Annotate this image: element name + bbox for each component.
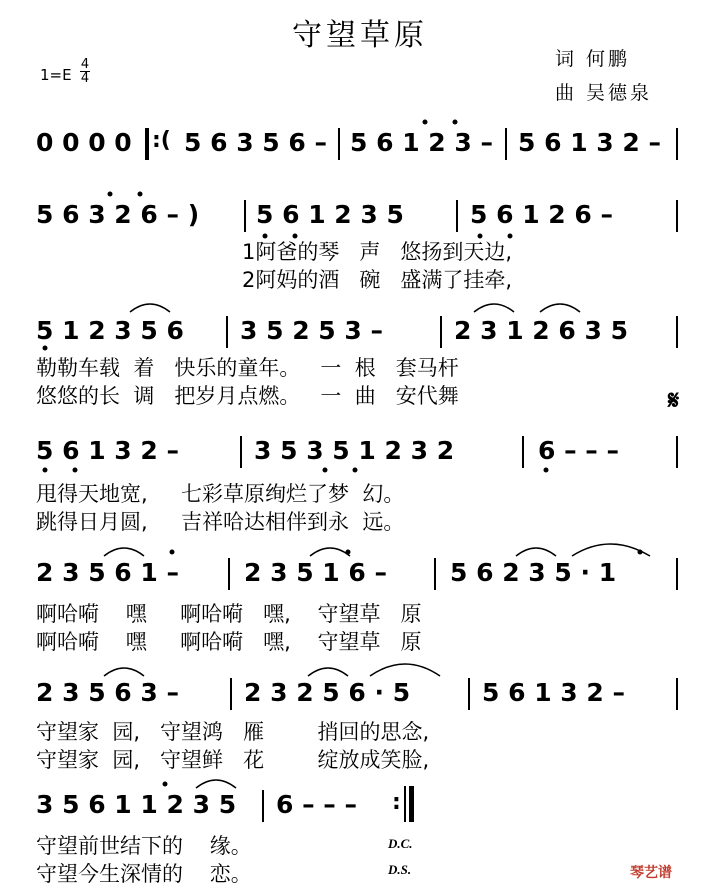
key-signature: 1=E bbox=[40, 66, 72, 84]
lyric-line: 甩得天地宽, 七彩草原绚烂了梦 幻。 bbox=[36, 482, 405, 506]
lyric-line: 啊哈嗬 嘿 啊哈嗬 嘿, 守望草 原 bbox=[36, 630, 422, 654]
measure-7-1: 3 5 6 1 1 2 3 5 bbox=[36, 790, 237, 819]
lyric-line: 2阿妈的酒 碗 盛满了挂牵, bbox=[242, 268, 513, 292]
barline bbox=[244, 200, 246, 232]
octave-dot bbox=[323, 468, 328, 473]
measure-6-1: 2 3 5 6 3 – bbox=[36, 678, 179, 707]
barline bbox=[676, 128, 678, 160]
barline bbox=[338, 128, 340, 160]
octave-dot bbox=[544, 468, 549, 473]
lyricist-credit: 词 何鹏 bbox=[555, 48, 631, 70]
lyric-line: 跳得日月圆, 吉祥哈达相伴到永 远。 bbox=[36, 510, 405, 534]
barline bbox=[434, 558, 436, 590]
octave-dot bbox=[346, 550, 351, 555]
barline bbox=[468, 678, 470, 710]
octave-dot bbox=[43, 468, 48, 473]
measure-2-2: 5 6 1 2 3 5 bbox=[256, 200, 404, 229]
octave-dot bbox=[163, 782, 168, 787]
song-title: 守望草原 bbox=[292, 18, 428, 53]
slur bbox=[310, 548, 350, 556]
barline bbox=[676, 316, 678, 348]
lyric-line: 守望家 园, 守望鸿 雁 捎回的思念, bbox=[36, 720, 430, 744]
measure-6-2: 2 3 2 5 6 · 5 bbox=[244, 678, 411, 707]
octave-dot bbox=[43, 346, 48, 351]
lyric-line: 守望家 园, 守望鲜 花 绽放成笑脸, bbox=[36, 748, 430, 772]
time-signature bbox=[80, 58, 90, 85]
slur bbox=[196, 780, 236, 788]
time-signature-top: 4 bbox=[80, 57, 90, 72]
barline bbox=[522, 436, 524, 468]
octave-dot bbox=[138, 192, 143, 197]
barline bbox=[226, 316, 228, 348]
barline bbox=[676, 436, 678, 468]
barline bbox=[456, 200, 458, 232]
slur bbox=[308, 668, 348, 676]
lyric-line: 啊哈嗬 嘿 啊哈嗬 嘿, 守望草 原 bbox=[36, 602, 422, 626]
slur bbox=[572, 544, 650, 556]
measure-6-3: 5 6 1 3 2 – bbox=[482, 678, 625, 707]
composer-credit: 曲 吴德泉 bbox=[555, 82, 653, 104]
rest-measure: 0 0 0 0 bbox=[36, 128, 132, 157]
measure-2-1: 5 6 3 2 6 – ) bbox=[36, 200, 200, 229]
barline bbox=[676, 678, 678, 710]
repeat-open: :( bbox=[152, 128, 171, 153]
barline bbox=[440, 316, 442, 348]
octave-dot bbox=[638, 550, 643, 555]
slur bbox=[104, 668, 144, 676]
measure-3-2: 3 5 2 5 3 – bbox=[240, 316, 383, 345]
lyric-line: 守望前世结下的 缘。 bbox=[36, 834, 252, 858]
barline bbox=[676, 200, 678, 232]
repeat-end-bar-thin bbox=[404, 786, 406, 822]
measure-5-2: 2 3 5 1 6 – bbox=[244, 558, 387, 587]
dc-marking: D.C. bbox=[388, 836, 413, 851]
measure-1-1: 5 6 3 5 6 – bbox=[184, 128, 327, 157]
slur bbox=[130, 304, 170, 312]
lyric-line: 守望今生深情的 恋。 bbox=[36, 862, 252, 886]
octave-dot bbox=[453, 120, 458, 125]
segno-sign: 𝄋 bbox=[668, 386, 680, 416]
octave-dot bbox=[108, 192, 113, 197]
octave-dot bbox=[170, 550, 175, 555]
measure-3-1: 5 1 2 3 5 6 bbox=[36, 316, 184, 345]
lyric-line: 勒勒车载 着 快乐的童年。 一 根 套马杆 bbox=[36, 356, 459, 380]
measure-5-3: 5 6 2 3 5 · 1 bbox=[450, 558, 617, 587]
measure-3-3: 2 3 1 2 6 3 5 bbox=[454, 316, 628, 345]
lyric-line: 悠悠的长 调 把岁月点燃。 一 曲 安代舞 bbox=[36, 384, 459, 408]
slur bbox=[370, 664, 440, 676]
barline bbox=[228, 558, 230, 590]
barline bbox=[262, 790, 264, 822]
measure-4-3: 6 – – – bbox=[538, 436, 620, 465]
repeat-start-bar bbox=[145, 128, 149, 160]
watermark-logo: 琴艺谱 bbox=[630, 865, 672, 881]
measure-5-1: 2 3 5 6 1 – bbox=[36, 558, 179, 587]
measure-2-3: 5 6 1 2 6 – bbox=[470, 200, 613, 229]
repeat-end-bar-thick bbox=[409, 786, 414, 822]
measure-4-1: 5 6 1 3 2 – bbox=[36, 436, 179, 465]
barline bbox=[505, 128, 507, 160]
measure-1-3: 5 6 1 3 2 – bbox=[518, 128, 661, 157]
time-signature-bottom: 4 bbox=[80, 71, 90, 86]
barline bbox=[240, 436, 242, 468]
lyric-line: 1阿爸的琴 声 悠扬到天边, bbox=[242, 240, 513, 264]
ds-marking: D.S. bbox=[388, 862, 412, 877]
measure-1-2: 5 6 1 2 3 – bbox=[350, 128, 493, 157]
measure-4-2: 3 5 3 5 1 2 3 2 bbox=[254, 436, 455, 465]
barline bbox=[230, 678, 232, 710]
octave-dot bbox=[353, 468, 358, 473]
measure-7-2: 6 – – – bbox=[276, 790, 358, 819]
slur bbox=[516, 548, 556, 556]
octave-dot bbox=[423, 120, 428, 125]
slur bbox=[104, 548, 144, 556]
slur bbox=[540, 304, 580, 312]
slur bbox=[474, 304, 514, 312]
repeat-end: : bbox=[392, 790, 401, 815]
octave-dot bbox=[73, 468, 78, 473]
barline bbox=[676, 558, 678, 590]
